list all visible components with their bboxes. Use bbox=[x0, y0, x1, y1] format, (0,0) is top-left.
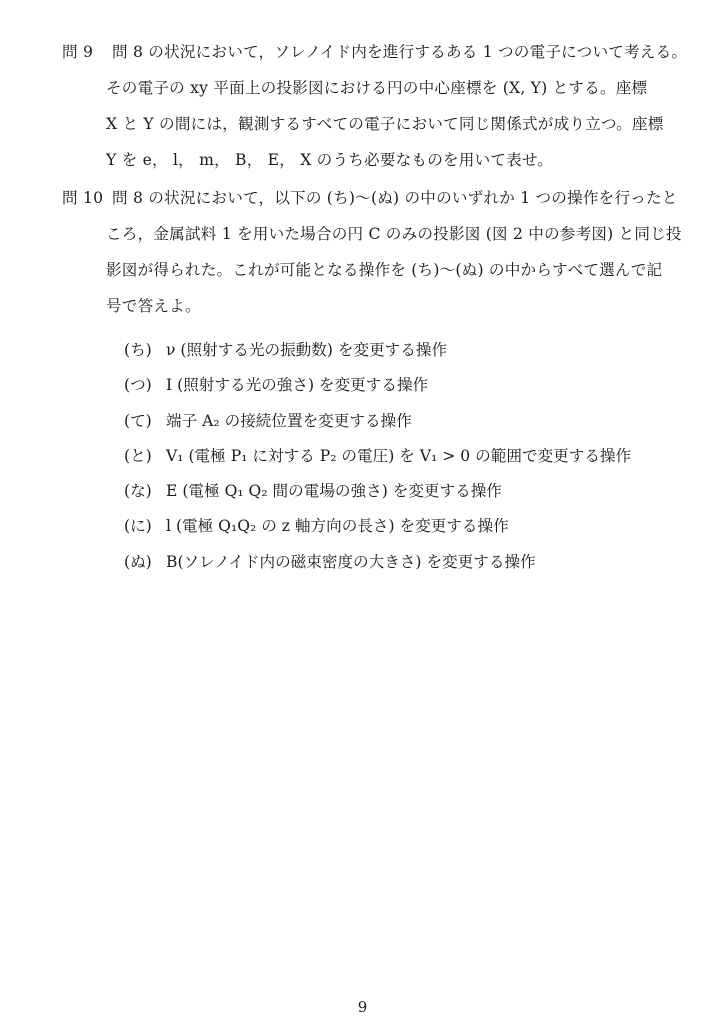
option-label: (と) bbox=[124, 446, 152, 465]
question-text-line: 号で答えよ。 bbox=[106, 297, 201, 315]
option-na bbox=[124, 474, 684, 509]
option-text: V₁ (電極 P₁ に対する P₂ の電圧) を V₁ > 0 の範囲で変更する操作 bbox=[166, 446, 632, 465]
option-text: E (電極 Q₁ Q₂ 間の電場の強さ) を変更する操作 bbox=[166, 482, 502, 501]
question-number: 問 9 bbox=[62, 43, 94, 61]
option-text: ν (照射する光の振動数) を変更する操作 bbox=[166, 341, 448, 359]
option-label: (な) bbox=[124, 482, 152, 501]
options-list bbox=[124, 333, 684, 580]
question-9-first-line bbox=[62, 34, 692, 70]
question-text-line: 問 8 の状況において，ソレノイド内を進行するある 1 つの電子について考える。 bbox=[112, 43, 688, 61]
question-text-line: 問 8 の状況において，以下の (ち)〜(ぬ) の中のいずれか 1 つの操作を行ったと bbox=[112, 189, 678, 207]
option-te bbox=[124, 404, 684, 439]
option-text: 端子 A₂ の接続位置を変更する操作 bbox=[166, 411, 412, 430]
option-tsu bbox=[124, 368, 684, 403]
question-text-line: 影図が得られた。これが可能となる操作を (ち)〜(ぬ) の中からすべて選んで記 bbox=[106, 261, 663, 279]
question-number: 問 10 bbox=[62, 189, 104, 207]
option-text: l (電極 Q₁Q₂ の z 軸方向の長さ) を変更する操作 bbox=[166, 517, 509, 536]
option-nu bbox=[124, 545, 684, 580]
option-to bbox=[124, 439, 684, 474]
option-chi bbox=[124, 333, 684, 368]
option-ni bbox=[124, 509, 684, 544]
option-text: I (照射する光の強さ) を変更する操作 bbox=[166, 376, 429, 395]
page-number: 9 bbox=[357, 998, 368, 1016]
question-10-first-line bbox=[62, 180, 692, 216]
question-text-line: Y を e， l， m， B， E， X のうち必要なものを用いて表せ。 bbox=[106, 151, 554, 169]
option-label: (つ) bbox=[124, 376, 152, 395]
option-label: (に) bbox=[124, 517, 152, 536]
question-9 bbox=[62, 34, 692, 178]
question-10 bbox=[62, 180, 692, 324]
option-text: B(ソレノイド内の磁束密度の大きさ) を変更する操作 bbox=[166, 552, 536, 571]
question-text-line: ころ，金属試料 1 を用いた場合の円 C のみの投影図 (図 2 中の参考図) と同じ投 bbox=[106, 225, 682, 243]
question-text-line: その電子の xy 平面上の投影図における円の中心座標を (X, Y) とする。座標 bbox=[106, 79, 648, 97]
option-label: (ぬ) bbox=[124, 552, 152, 571]
option-label: (て) bbox=[124, 411, 152, 430]
question-text-line: X と Y の間には，観測するすべての電子において同じ関係式が成り立つ。座標 bbox=[106, 115, 664, 133]
option-label: (ち) bbox=[124, 341, 152, 359]
